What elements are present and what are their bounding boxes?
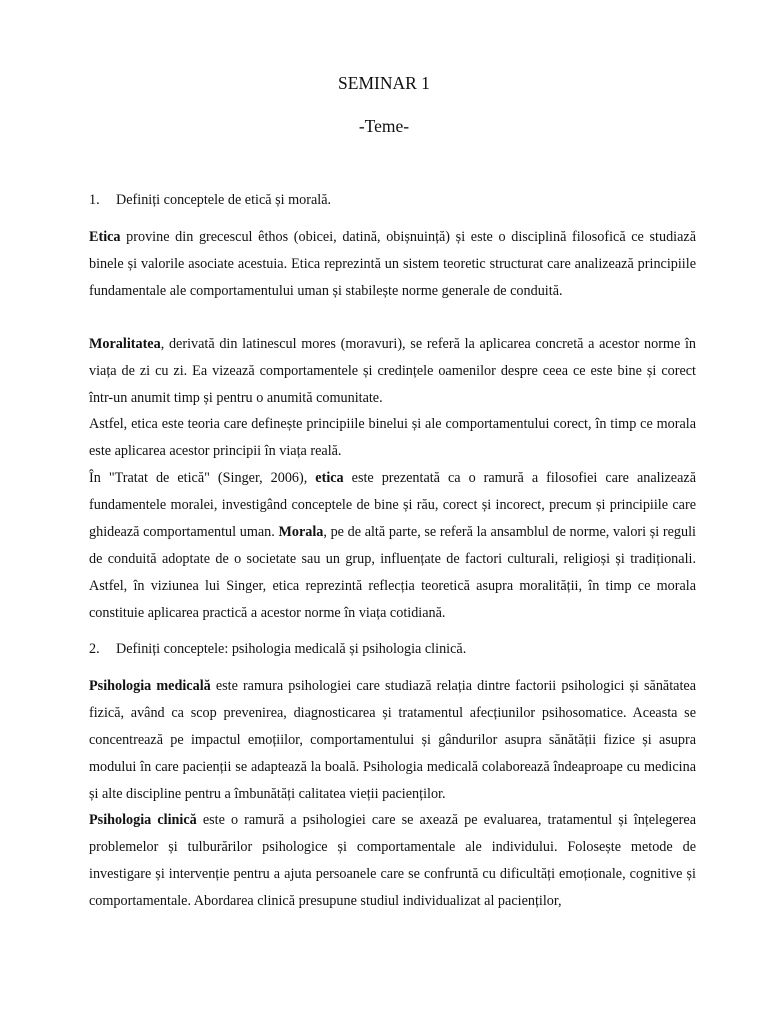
paragraph-singer (89, 465, 696, 627)
paragraph-psihologia-clinica-text: este o ramură a psihologiei care se axează pe evaluarea, tratamentul și înțelegerea problemelor și tulburărilor psihologice și comportamentale ale individului. Folosește metode de investigare și intervenție pentru a ajuta persoanele care se confruntă cu dificultăți emoționale, cognitive și comportamentale. Abordarea clinică presupune studiul individualizat al pacienților, (89, 812, 696, 909)
page-title: SEMINAR 1 (338, 73, 430, 93)
paragraph-singer-after: , pe de altă parte, se referă la ansamblul de norme, valori și reguli de conduită adoptate de o societate sau un grup, influențate de factori culturali, religioși și tradiționali. Astfel, în viziunea lui Singer, etica reprezintă reflecția teoretică asupra moralității, în timp ce morala constituie aplicarea practică a acestor norme în viața cotidiană. (89, 524, 696, 621)
question-1-number: 1. (89, 192, 100, 208)
question-2-text: Definiți conceptele: psihologia medicală și psihologia clinică. (116, 641, 467, 657)
paragraph-astfel-text: Astfel, etica este teoria care definește principiile binelui și ale comportamentului corect, în timp ce morala este aplicarea acestor principii în viața reală. (89, 416, 696, 459)
term-etica: Etica (89, 229, 121, 245)
term-morala-singer: Morala (278, 524, 324, 540)
paragraph-moralitatea-text: , derivată din latinescul mores (moravuri), se referă la aplicarea concretă a acestor norme în viața de zi cu zi. Ea vizează comportamentele și credințele oamenilor despre ceea ce este bine și corect într-un anumit timp și pentru o anumită comunitate. (89, 336, 696, 406)
term-psihologia-medicala: Psihologia medicală (89, 678, 211, 694)
term-etica-singer: etica (315, 470, 344, 486)
page-subtitle: -Teme- (358, 116, 410, 136)
question-2-number: 2. (89, 641, 100, 657)
question-2 (89, 640, 466, 658)
paragraph-psihologia-medicala (89, 673, 696, 808)
paragraph-singer-before: În "Tratat de etică" (Singer, 2006), (89, 470, 316, 486)
paragraph-moralitatea (89, 331, 696, 412)
term-psihologia-clinica: Psihologia clinică (89, 812, 197, 828)
paragraph-astfel (89, 411, 696, 465)
paragraph-singer-middle: este prezentată ca o ramură a filosofiei care analizează fundamentele moralei, investigând conceptele de bine și rău, corect și incorect, precum și principiile care ghidează comportamentul uman. (89, 470, 696, 540)
term-moralitatea: Moralitatea (89, 336, 161, 352)
paragraph-etica (89, 224, 696, 305)
paragraph-psihologia-clinica (89, 807, 696, 915)
paragraph-etica-text: provine din grecescul êthos (obicei, datină, obișnuință) și este o disciplină filosofică ce studiază binele și valorile asociate acestuia. Etica reprezintă un sistem teoretic structurat care analizează principiile fundamentale ale comportamentului uman și stabilește norme generale de conduită. (89, 229, 696, 299)
question-1-text: Definiți conceptele de etică și morală. (116, 192, 332, 208)
question-1 (89, 191, 331, 209)
paragraph-psihologia-medicala-text: este ramura psihologiei care studiază relația dintre factorii psihologici și sănătatea fizică, având ca scop prevenirea, diagnosticarea și tratamentul afecțiunilor psihosomatice. Aceasta se concentrează pe impactul emoțiilor, comportamentului și gândurilor asupra sănătății fizice și asupra modului în care pacienții se adaptează la boală. Psihologia medicală colaborează îndeaproape cu medicina și alte discipline pentru a îmbunătăți calitatea vieții pacienților. (89, 678, 696, 802)
